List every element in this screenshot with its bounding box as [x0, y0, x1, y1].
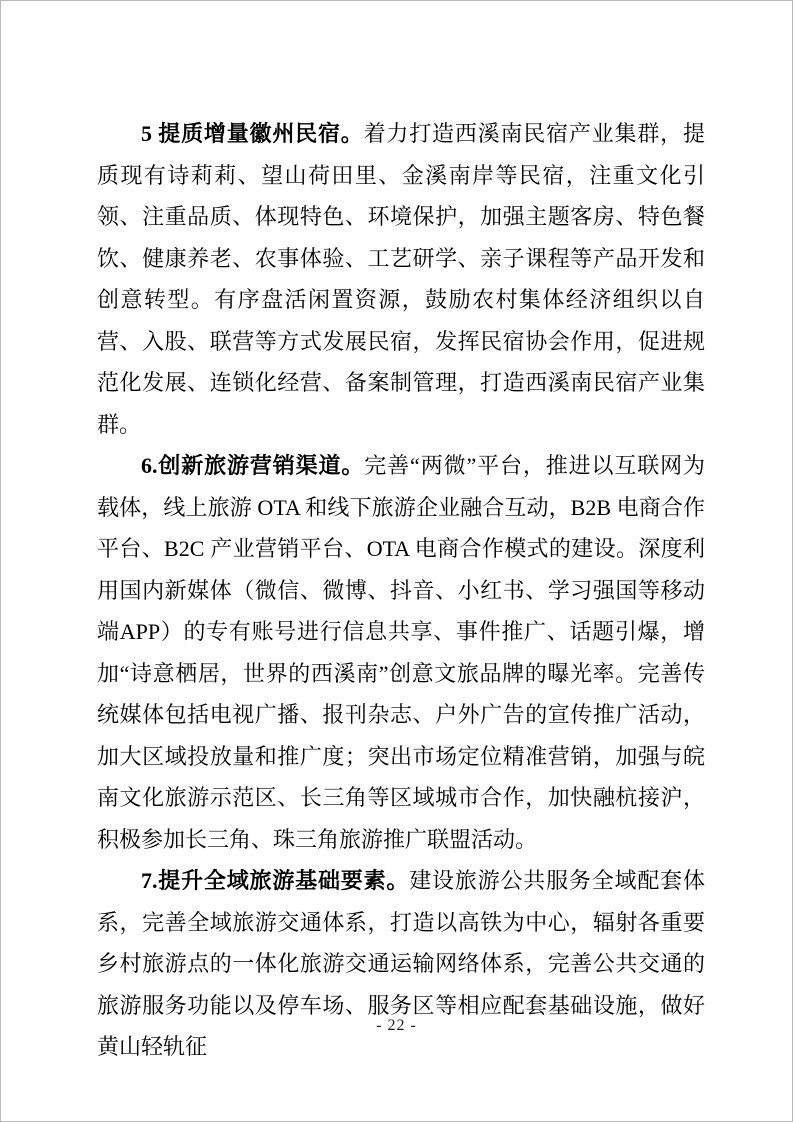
paragraph-7 [97, 860, 705, 1068]
paragraph-5-text: 着力打造西溪南民宿产业集群，提质现有诗莉莉、望山荷田里、金溪南岸等民宿，注重文化引领、注重品质、体现特色、环境保护，加强主题客房、特色餐饮、健康养老、农事体验、工艺研学、亲子课程等产品开发和创意转型。有序盘活闲置资源，鼓励农村集体经济组织以自营、入股、联营等方式发展民宿，发挥民宿协会作用，促进规范化发展、连锁化经营、备案制管理，打造西溪南民宿产业集群。 [97, 121, 705, 437]
paragraph-6-text: 完善“两微”平台，推进以互联网为载体，线上旅游 OTA 和线下旅游企业融合互动，B2B 电商合作平台、B2C 产业营销平台、OTA 电商合作模式的建设。深度利用国内新媒体（微信、微博、抖音、小红书、学习强国等移动端APP）的专有账号进行信息共享、事件推广、话题引爆，增加“诗意栖居，世界的西溪南”创意文旅品牌的曝光率。完善传统媒体包括电视广播、报刊杂志、户外广告的宣传推广活动，加大区域投放量和推广度；突出市场定位精准营销，加强与皖南文化旅游示范区、长三角等区域城市合作，加快融杭接沪，积极参加长三角、珠三角旅游推广联盟活动。 [97, 453, 705, 852]
paragraph-6 [97, 445, 705, 860]
paragraph-7-text: 建设旅游公共服务全域配套体系，完善全域旅游交通体系，打造以高铁为中心，辐射各重要乡村旅游点的一体化旅游交通运输网络体系，完善公共交通的旅游服务功能以及停车场、服务区等相应配套基础设施，做好黄山轻轨征 [97, 868, 705, 1059]
paragraph-7-heading: 7.提升全域旅游基础要素。 [141, 868, 410, 893]
page-number: - 22 - [376, 1017, 417, 1034]
page-footer [1, 1017, 792, 1035]
document-body [97, 113, 705, 1068]
paragraph-5 [97, 113, 705, 445]
paragraph-5-heading: 5 提质增量徽州民宿。 [141, 121, 364, 146]
paragraph-6-heading: 6.创新旅游营销渠道。 [141, 453, 365, 478]
